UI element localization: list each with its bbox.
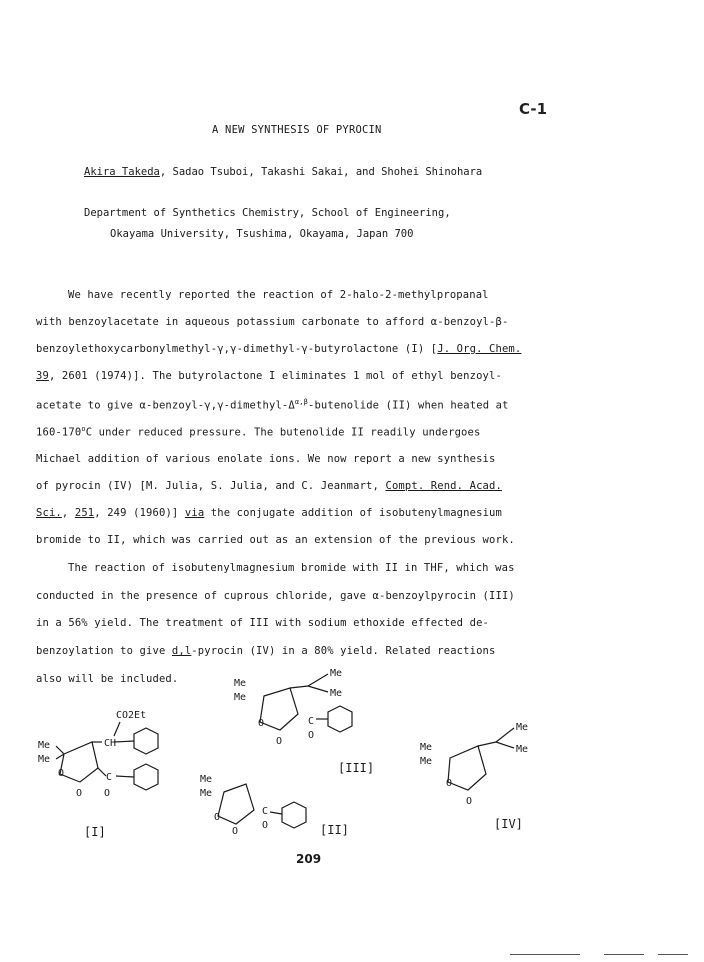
body-line: also will be included. [36, 673, 179, 685]
body-text: the conjugate addition of isobutenylmagnesium [204, 507, 502, 519]
page-code: C-1 [519, 100, 548, 118]
affiliation-line-1: Department of Synthetics Chemistry, School of Engineering, [84, 207, 451, 219]
body-text: of pyrocin (IV) [M. Julia, S. Julia, and C. Jeanmart, [36, 480, 386, 492]
atom-label: Me [38, 754, 51, 765]
structure-II [196, 770, 356, 840]
body-text: , 249 (1960)] [94, 507, 185, 519]
volume-ref: 251 [74, 507, 95, 519]
atom-label: Me [516, 722, 529, 733]
body-text: benzoylation to give [36, 645, 172, 657]
atom-label: Me [200, 774, 213, 785]
body-text: -butenolide (II) when heated at [307, 399, 509, 412]
atom-label: C [262, 806, 269, 817]
superscript: o [81, 425, 86, 433]
structure-label: [IV] [494, 817, 523, 831]
journal-ref: Sci. [36, 507, 62, 519]
journal-ref: Compt. Rend. Acad. [385, 480, 502, 492]
structure-label: [II] [320, 823, 349, 837]
footer-rule [658, 954, 688, 955]
footer-rule [510, 954, 580, 955]
atom-label: Me [330, 668, 343, 679]
atom-label: O [104, 788, 111, 799]
body-line: We have recently reported the reaction of 2-halo-2-methylpropanal [68, 289, 489, 301]
structure-label: [I] [84, 825, 106, 839]
atom-label: O [276, 736, 283, 747]
superscript: α,β [294, 398, 308, 406]
body-line [36, 425, 480, 439]
atom-label: Me [234, 692, 247, 703]
body-text: acetate to give α-benzoyl-γ,γ-dimethyl-Δ [36, 399, 295, 412]
atom-label: O [76, 788, 83, 799]
page-number: 209 [296, 852, 322, 866]
body-text: C under reduced pressure. The butenolide II readily undergoes [85, 426, 481, 439]
atom-label: C [308, 716, 315, 727]
body-line: with benzoylacetate in aqueous potassium carbonate to afford α-benzoyl-β- [36, 316, 509, 328]
structure-IV [416, 716, 546, 836]
body-text: benzoylethoxycarbonylmethyl-γ,γ-dimethyl-γ-butyrolactone (I) [ [36, 343, 438, 355]
body-line: The reaction of isobutenylmagnesium bromide with II in THF, which was [68, 562, 515, 574]
atom-label: O [258, 718, 265, 729]
atom-label: Me [330, 688, 343, 699]
journal-ref: J. Org. Chem. [437, 343, 522, 355]
body-line [36, 398, 509, 412]
body-line: bromide to II, which was carried out as an extension of the previous work. [36, 534, 515, 546]
structure-III [230, 664, 375, 775]
atom-label: O [262, 820, 269, 831]
atom-label: CH [104, 738, 117, 749]
body-line [36, 480, 502, 492]
atom-label: O [446, 778, 453, 789]
body-text: , [61, 507, 75, 519]
other-authors: , Sadao Tsuboi, Takashi Sakai, and Shohei Shinohara [159, 166, 483, 178]
atom-label: O [58, 768, 65, 779]
body-line: conducted in the presence of cuprous chloride, gave α-benzoylpyrocin (III) [36, 590, 515, 602]
atom-label: O [466, 796, 473, 807]
footer-rule [604, 954, 644, 955]
body-line [36, 507, 502, 519]
atom-label: O [214, 812, 221, 823]
body-line: in a 56% yield. The treatment of III with sodium ethoxide effected de- [36, 617, 490, 629]
stereo-prefix: d,l [171, 645, 192, 657]
body-line [36, 645, 496, 657]
first-author: Akira Takeda [84, 166, 160, 178]
atom-label: Me [420, 742, 433, 753]
affiliation-line-2: Okayama University, Tsushima, Okayama, Japan 700 [110, 228, 414, 240]
atom-label: O [232, 826, 239, 837]
body-text: 160-170 [36, 426, 82, 439]
atom-label: O [308, 730, 315, 741]
atom-label: Me [516, 744, 529, 755]
structure-I [34, 704, 174, 840]
body-text: -pyrocin (IV) in a 80% yield. Related reactions [191, 645, 496, 657]
atom-label: Me [420, 756, 433, 767]
body-line [36, 370, 502, 382]
body-line: Michael addition of various enolate ions. We now report a new synthesis [36, 453, 496, 465]
atom-label: C [106, 772, 113, 783]
author-list [84, 166, 482, 178]
atom-label: Me [234, 678, 247, 689]
via-word: via [184, 507, 205, 519]
structure-label: [III] [338, 761, 375, 775]
paper-title: A NEW SYNTHESIS OF PYROCIN [212, 124, 382, 136]
body-line [36, 343, 521, 355]
atom-label: Me [200, 788, 213, 799]
volume-ref: 39 [36, 370, 49, 382]
atom-label: CO2Et [116, 710, 147, 721]
atom-label: Me [38, 740, 51, 751]
body-text: , 2601 (1974)]. The butyrolactone I eliminates 1 mol of ethyl benzoyl- [48, 370, 502, 382]
